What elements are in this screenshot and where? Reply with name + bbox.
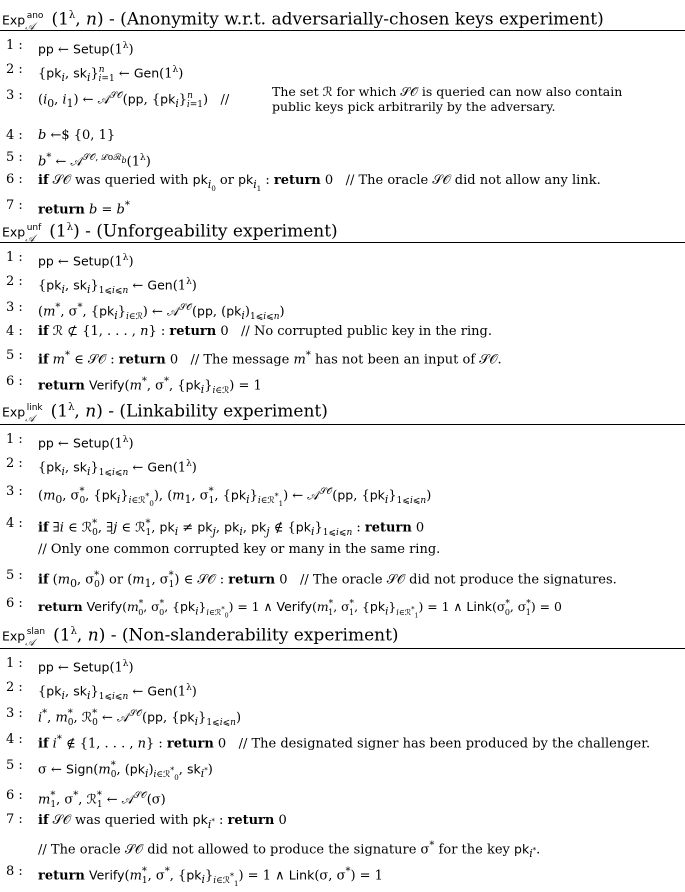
rule	[0, 648, 685, 649]
exp-unf-title: Exp$_𝒜^{unf}$ $(1^\lambda)$ - (Unforgeability experiment)	[2, 221, 338, 245]
rule	[0, 424, 685, 425]
exp-slan-title: Exp$_𝒜^{slan}$ ($1^\lambda$, n) - (Non-slanderability experiment)	[2, 625, 399, 649]
exp-ano-title: Exp$_𝒜^{ano}$ ($1^\lambda$, n) - (Anonymity w.r.t. adversarially-chosen keys experiment)	[2, 9, 604, 33]
rule	[0, 30, 685, 31]
rule	[0, 242, 685, 243]
exp-ano-line-3: 3 : ($i_0$, $i_1$) ← 𝒜$^{𝒮𝒪}$(pp, $\{pk_i\}^n_{i=1}$) // The set ℛ for which 𝒮𝒪 is queried can now also contain public keys pick arbitrarily by the adversary.	[6, 84, 623, 114]
exp-link-title: Exp$_𝒜^{link}$ ($1^\lambda$, n) - (Linkability experiment)	[2, 401, 328, 425]
